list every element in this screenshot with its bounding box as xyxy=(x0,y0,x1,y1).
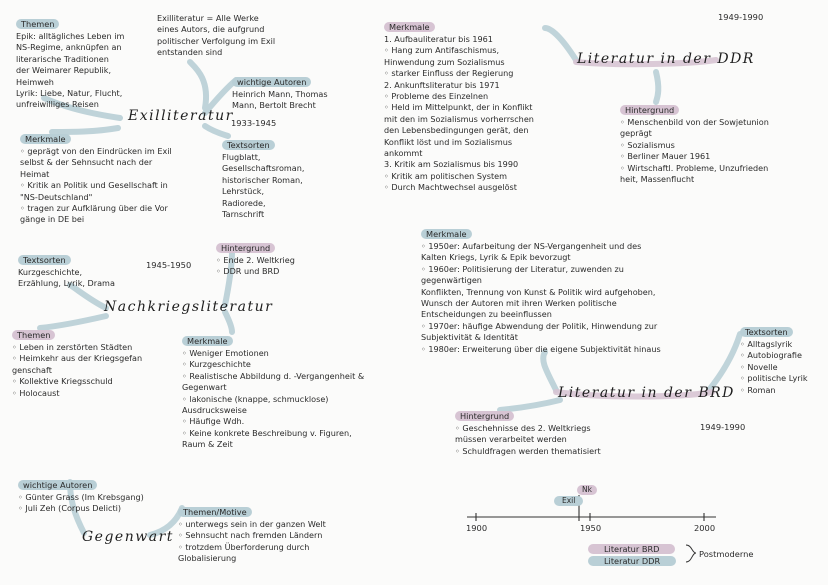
timeline-tick-1900: 1900 xyxy=(466,523,488,533)
ddr-merkmale-text: 1. Aufbauliteratur bis 1961 ◦ Hang zum Antifaschismus, Hinwendung zum Sozialismus ◦ starker Einfluss der Regierung 2. Ankunftsliteratur bis 1971 ◦ Probleme des Einzelnen ◦ Held im Mittelpunkt, der in Konflikt mit den im Sozialismus vorherrschen den Lebensbedingungen gerät, den Konflikt löst und im Sozialismus ankommt 3. Kritik am Sozialismus bis 1990 ◦ Kritik am politischen System ◦ Durch Machtwechsel ausgelöst xyxy=(384,34,534,193)
nachkrieg-hintergrund-text: ◦ Ende 2. Weltkrieg ◦ DDR und BRD xyxy=(216,255,295,277)
brd-merkmale-text: ◦ 1950er: Aufarbeitung der NS-Vergangenheit und des Kalten Kriegs, Lyrik & Epik bevorzugt ◦ 1960er: Politisierung der Literatur, zuwenden zu gegenwärtigen Konflikten, Trennung von Kunst & Politik wird aufgehoben, Wunsch der Autoren mit ihren Werken politische Entscheidungen zu beeinflussen ◦ 1970er: häufige Abwendung der Politik, Hinwendung zur Subjektivität & Identität ◦ 1980er: Erweiterung über die eigene Subjektivität hinaus xyxy=(421,241,661,354)
exil-autoren-label: wichtige Autoren xyxy=(232,77,311,87)
timeline-postmoderne: Postmoderne xyxy=(699,549,754,559)
ddr-hintergrund xyxy=(620,98,769,185)
brd-hintergrund xyxy=(455,404,601,457)
exil-autoren-text: Heinrich Mann, Thomas Mann, Bertolt Brecht xyxy=(232,89,328,111)
brd-merkmale-label: Merkmale xyxy=(421,229,472,239)
nachkrieg-title: Nachkriegsliteratur xyxy=(104,299,274,315)
exil-themen-label: Themen xyxy=(16,19,59,29)
brd-merkmale xyxy=(421,222,661,355)
nachkrieg-textsorten-text: Kurzgeschichte, Erzählung, Lyrik, Drama xyxy=(18,267,115,289)
exil-years: 1933-1945 xyxy=(231,118,277,128)
exil-textsorten-label: Textsorten xyxy=(222,140,275,150)
exil-merkmale-label: Merkmale xyxy=(20,134,71,144)
brd-years: 1949-1990 xyxy=(700,422,746,432)
timeline-tick-1950: 1950 xyxy=(580,523,602,533)
gegenwart-themen xyxy=(178,500,326,565)
exil-merkmale xyxy=(20,127,172,226)
ddr-title: Literatur in der DDR xyxy=(577,51,755,67)
timeline-nk: Nk xyxy=(577,485,597,495)
nachkrieg-merkmale xyxy=(182,329,364,451)
brd-textsorten xyxy=(740,320,808,396)
exil-textsorten xyxy=(222,133,304,220)
nachkrieg-textsorten-label: Textsorten xyxy=(18,255,71,265)
brd-hintergrund-text: ◦ Geschehnisse des 2. Weltkriegs müssen verarbeitet werden ◦ Schuldfragen werden thematisiert xyxy=(455,423,601,456)
exil-themen xyxy=(16,12,124,111)
nachkrieg-years: 1945-1950 xyxy=(146,260,192,270)
timeline-brd-bar: Literatur BRD xyxy=(588,544,675,554)
ddr-hintergrund-text: ◦ Menschenbild von der Sowjetunion geprägt ◦ Sozialismus ◦ Berliner Mauer 1961 ◦ Wirtschaftl. Probleme, Unzufrieden heit, Massenflucht xyxy=(620,117,769,185)
brd-textsorten-label: Textsorten xyxy=(740,327,793,337)
gegenwart-autoren xyxy=(18,473,144,515)
nachkrieg-hintergrund-label: Hintergrund xyxy=(216,243,275,253)
brd-textsorten-text: ◦ Alltagslyrik ◦ Autobiografie ◦ Novelle ◦ politische Lyrik ◦ Roman xyxy=(740,339,808,395)
nachkrieg-merkmale-text: ◦ Weniger Emotionen ◦ Kurzgeschichte ◦ Realistische Abbildung d. -Vergangenheit & Gegenwart ◦ lakonische (knappe, schmucklose) Ausdrucksweise ◦ Häufige Wdh. ◦ Keine konkrete Beschreibung v. Figuren, Raum & Zeit xyxy=(182,348,365,450)
nachkrieg-themen-text: ◦ Leben in zerstörten Städten ◦ Heimkehr aus der Kriegsgefan genschaft ◦ Kollektive Kriegsschuld ◦ Holocaust xyxy=(12,342,143,398)
nachkrieg-hintergrund xyxy=(216,236,295,278)
gegenwart-title: Gegenwart xyxy=(82,529,174,545)
gegenwart-themen-text: ◦ unterwegs sein in der ganzen Welt ◦ Sehnsucht nach fremden Ländern ◦ trotzdem Überforderung durch Globalisierung xyxy=(178,519,326,564)
ddr-merkmale-label: Merkmale xyxy=(384,22,435,32)
brd-hintergrund-label: Hintergrund xyxy=(455,411,514,421)
timeline-ddr-bar: Literatur DDR xyxy=(588,556,676,566)
exil-title: Exilliteratur xyxy=(128,108,234,124)
gegenwart-autoren-text: ◦ Günter Grass (Im Krebsgang) ◦ Juli Zeh (Corpus Delicti) xyxy=(18,492,144,514)
exil-definition: Exilliteratur = Alle Werke eines Autors, die aufgrund politischer Verfolgung im Exil entstanden sind xyxy=(157,13,276,58)
ddr-years: 1949-1990 xyxy=(718,12,764,22)
nachkrieg-themen-label: Themen xyxy=(12,330,55,340)
exil-themen-text: Epik: alltägliches Leben im NS-Regime, anknüpfen an literarische Traditionen der Weimarer Republik, Heimweh Lyrik: Liebe, Natur, Flucht, unfreiwilliges Reisen xyxy=(16,31,125,110)
nachkrieg-themen xyxy=(12,323,142,399)
gegenwart-autoren-label: wichtige Autoren xyxy=(18,480,97,490)
timeline-exil: Exil xyxy=(554,496,583,506)
brd-title: Literatur in der BRD xyxy=(558,385,735,401)
nachkrieg-textsorten xyxy=(18,248,115,290)
exil-autoren xyxy=(232,70,328,112)
timeline-tick-2000: 2000 xyxy=(694,523,716,533)
exil-merkmale-text: ◦ geprägt von den Eindrücken im Exil selbst & der Sehnsucht nach der Heimat ◦ Kritik an Politik und Gesellschaft in "NS-Deutschland" ◦ tragen zur Aufklärung über die Vor gänge in DE bei xyxy=(20,146,172,225)
ddr-hintergrund-label: Hintergrund xyxy=(620,105,679,115)
ddr-merkmale xyxy=(384,15,534,194)
gegenwart-themen-label: Themen/Motive xyxy=(178,507,252,517)
nachkrieg-merkmale-label: Merkmale xyxy=(182,336,233,346)
exil-textsorten-text: Flugblatt, Gesellschaftsroman, historischer Roman, Lehrstück, Radiorede, Tarnschrift xyxy=(222,152,305,220)
